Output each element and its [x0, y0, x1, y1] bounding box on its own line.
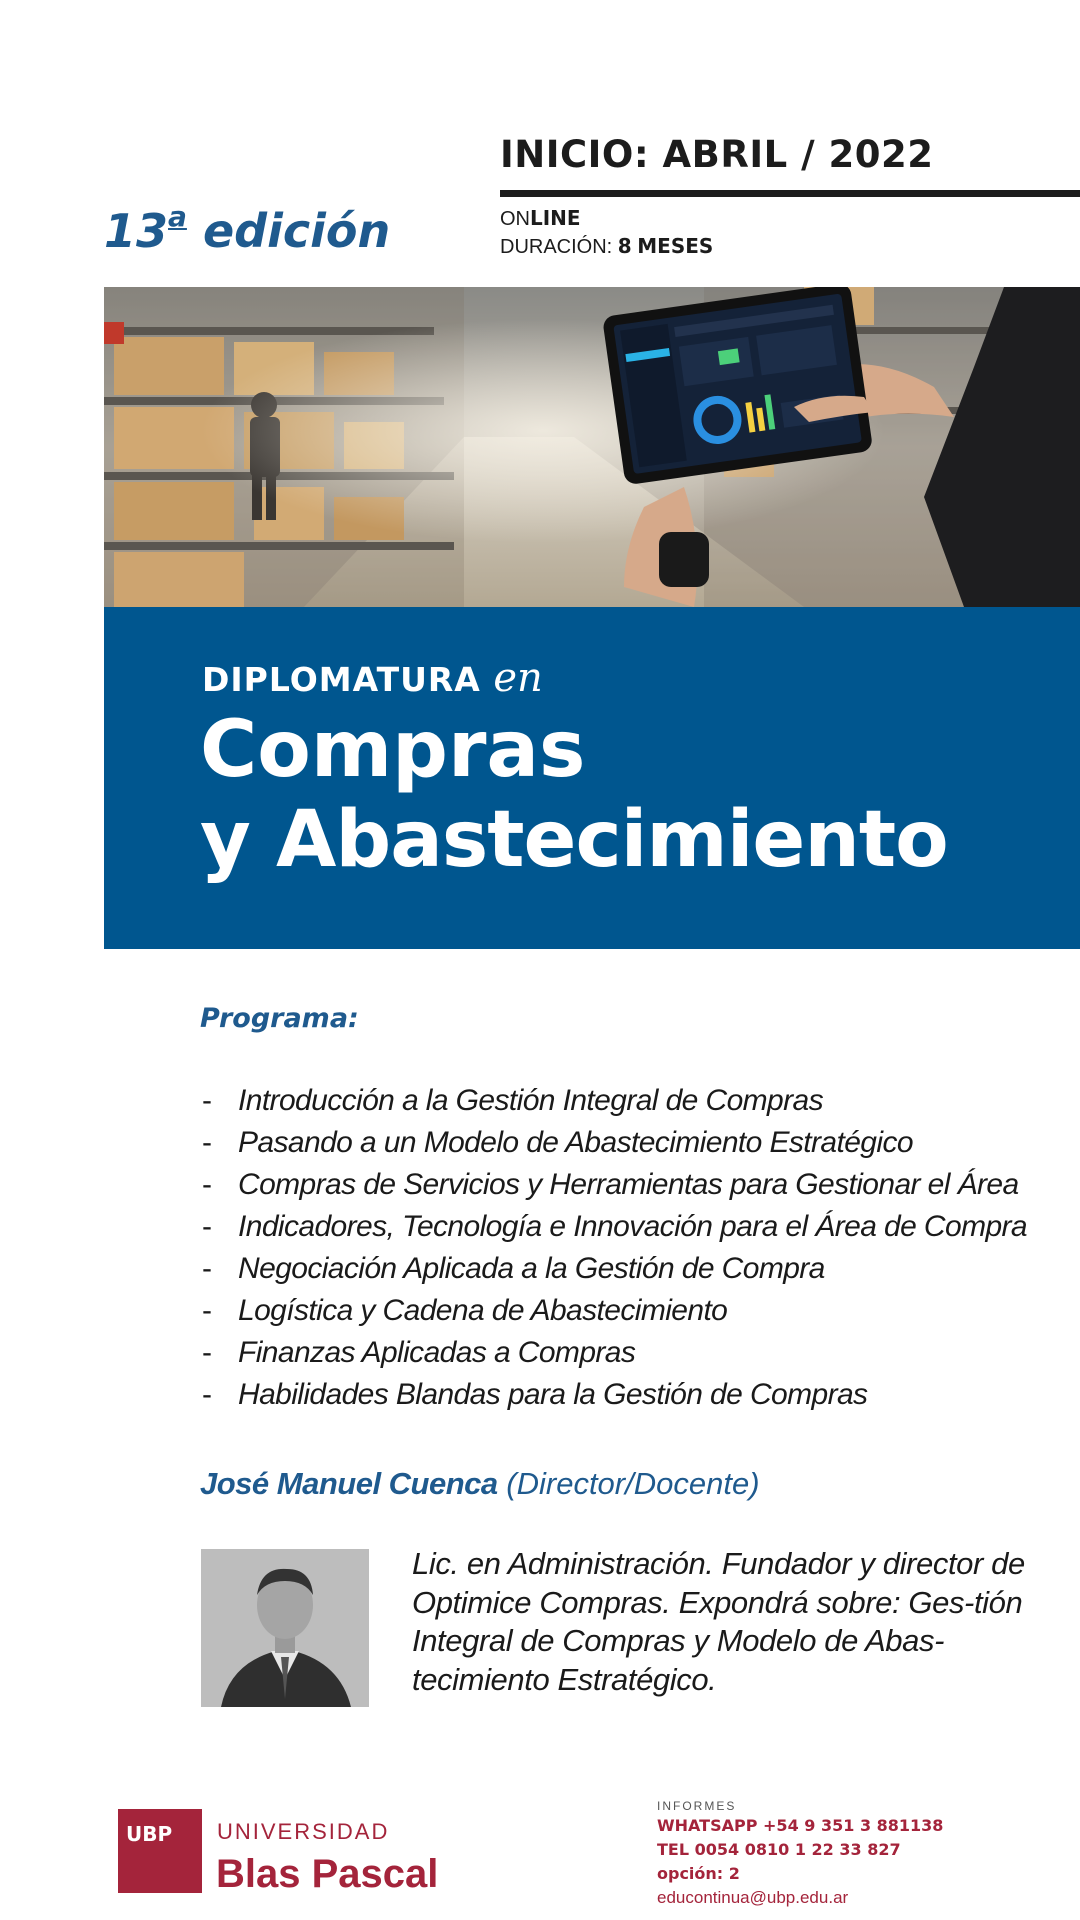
- program-heading: Programa:: [200, 1003, 359, 1034]
- edition-label: [104, 200, 391, 258]
- university-label: UNIVERSIDAD: [217, 1819, 390, 1844]
- program-item: [200, 1374, 1060, 1416]
- duration-number: 8: [617, 234, 632, 258]
- contact-heading: INFORMES: [657, 1799, 737, 1813]
- program-type-label: [202, 655, 543, 701]
- program-item-text: Habilidades Blandas para la Gestión de Compras: [238, 1378, 868, 1411]
- hero-warehouse-image: [104, 287, 1080, 607]
- program-item-text: Pasando a un Modelo de Abastecimiento Estratégico: [238, 1126, 913, 1159]
- program-item: [200, 1248, 1060, 1290]
- list-bullet: -: [202, 1336, 212, 1369]
- program-title-line1: Compras: [200, 705, 586, 795]
- duration-label: DURACIÓN:: [500, 236, 613, 258]
- program-type: DIPLOMATURA: [202, 660, 481, 699]
- phone-contact[interactable]: TEL 0054 0810 1 22 33 827: [657, 1840, 901, 1859]
- edition-ordinal: a: [168, 200, 187, 233]
- program-title-line2: y Abastecimiento: [200, 795, 948, 885]
- program-item-text: Introducción a la Gestión Integral de Compras: [238, 1084, 823, 1117]
- list-bullet: -: [202, 1378, 212, 1411]
- phone-option: opción: 2: [657, 1864, 740, 1883]
- director-role: (Director/Docente): [506, 1466, 760, 1501]
- director-name: José Manuel Cuenca: [200, 1466, 498, 1501]
- university-name: Blas Pascal: [216, 1852, 439, 1896]
- list-bullet: -: [202, 1168, 212, 1201]
- list-bullet: -: [202, 1294, 212, 1327]
- director-photo: [201, 1549, 369, 1707]
- program-item-text: Negociación Aplicada a la Gestión de Compra: [238, 1252, 825, 1285]
- program-item: [200, 1164, 1060, 1206]
- edition-word: edición: [202, 204, 391, 258]
- whatsapp-contact[interactable]: WHATSAPP +54 9 351 3 881138: [657, 1816, 944, 1835]
- program-item: [200, 1080, 1060, 1122]
- program-item: [200, 1332, 1060, 1374]
- program-list: [200, 1080, 1060, 1416]
- heading-rule: [500, 190, 1080, 197]
- director-line: [200, 1466, 760, 1502]
- email-link[interactable]: educontinua@ubp.edu.ar: [657, 1888, 849, 1907]
- duration-unit: MESES: [637, 234, 714, 258]
- program-item: [200, 1206, 1060, 1248]
- modality-bold: LINE: [530, 206, 581, 230]
- program-item: [200, 1290, 1060, 1332]
- ubp-logo-abbr: UBP: [126, 1822, 173, 1846]
- program-item-text: Indicadores, Tecnología e Innovación para el Área de Compra: [238, 1210, 1028, 1243]
- start-date-heading: INICIO: ABRIL / 2022: [500, 133, 934, 176]
- program-item-text: Finanzas Aplicadas a Compras: [238, 1336, 636, 1369]
- list-bullet: -: [202, 1252, 212, 1285]
- list-bullet: -: [202, 1126, 212, 1159]
- edition-number: 13: [104, 204, 169, 258]
- duration-line: [500, 234, 713, 259]
- modality-line: [500, 206, 581, 231]
- list-bullet: -: [202, 1084, 212, 1117]
- program-item-text: Logística y Cadena de Abastecimiento: [238, 1294, 728, 1327]
- modality-prefix: ON: [500, 208, 530, 230]
- program-item-text: Compras de Servicios y Herramientas para Gestionar el Área: [238, 1168, 1019, 1201]
- director-bio: Lic. en Administración. Fundador y director de Optimice Compras. Expondrá sobre: Ges-tión Integral de Compras y Modelo de Abas-tecimiento Estratégico.: [412, 1546, 1025, 1697]
- program-item: [200, 1122, 1060, 1164]
- list-bullet: -: [202, 1210, 212, 1243]
- program-connector: en: [493, 655, 543, 701]
